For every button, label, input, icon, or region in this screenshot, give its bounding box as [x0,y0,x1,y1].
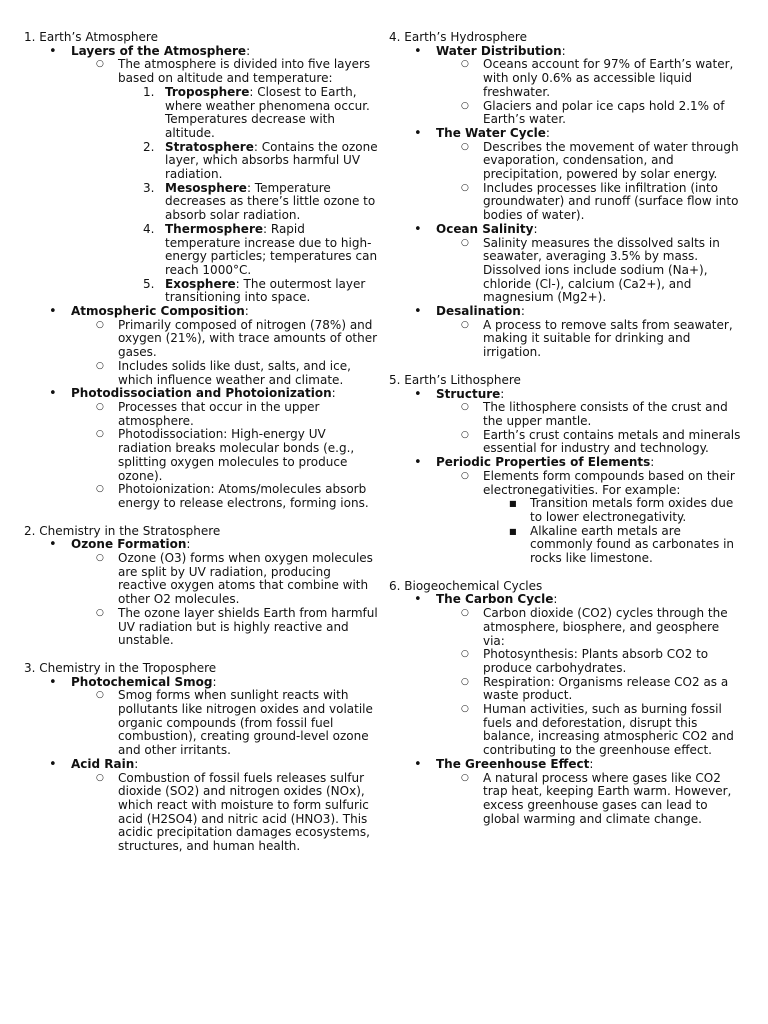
detail-item: ○ Primarily composed of nitrogen (78%) and oxygen (21%), with trace amounts of other gases. [96,319,378,360]
topic-item: • The Greenhouse Effect: ○ A natural process where gases like CO2 trap heat, keeping Earth warm. However, excess greenhouse gases can lead to global warming and climate change. [414,758,741,827]
detail-item: ○ Describes the movement of water through evaporation, condensation, and precipitation, powered by solar energy. [461,141,741,182]
section-title: 2. Chemistry in the Stratosphere [24,523,221,538]
detail-text: Elements form compounds based on their electronegativities. For example: [483,468,735,497]
example-item: ■ Transition metals form oxides due to lower electronegativity. [508,497,741,524]
item-number: 3. [143,180,155,195]
topic-item: • Ocean Salinity: ○ Salinity measures the dissolved salts in seawater, averaging 3.5% by mass. Dissolved ions include sodium (Na+), chloride (Cl-), calcium (Ca2+), and magnesium (Mg2+). [414,223,741,305]
right-column [389,31,741,826]
layer-name: Mesosphere [165,180,247,195]
detail-item: ○ Human activities, such as burning fossil fuels and deforestation, disrupt this balance, increasing atmospheric CO2 and contributing to the greenhouse effect. [461,703,741,758]
detail-item: ○ Salinity measures the dissolved salts in seawater, averaging 3.5% by mass. Dissolved ions include sodium (Na+), chloride (Cl-), calcium (Ca2+), and magnesium (Mg2+). [461,237,741,306]
topic-item: • Water Distribution: ○ Oceans account for 97% of Earth’s water, with only 0.6% as accessible liquid freshwater. ○ Glaciers and polar ice caps hold 2.1% of Earth’s water. [414,45,741,127]
item-number: 2. [143,139,155,154]
layer-text: : Temperature decreases as there’s little ozone to absorb solar radiation. [165,180,376,223]
layer-text: : The outermost layer transitioning into space. [165,276,366,305]
topic-heading: Desalination [436,304,521,319]
topic-heading: Atmospheric Composition [71,304,245,319]
topic-item: • Structure: ○ The lithosphere consists of the crust and the upper mantle. ○ Earth’s crust contains metals and minerals essential for industry and technology. [414,388,741,457]
topic-item: • Periodic Properties of Elements: ○ Elements form compounds based on their electronegativities. For example: ■ Transition metals form oxides due to lower electronegativity. ■ Alkaline earth metals are commonly found as carbonates in rocks like limestone. [414,456,741,566]
detail-item: ○ Photosynthesis: Plants absorb CO2 to produce carbohydrates. [461,648,741,675]
topic-item: • Photochemical Smog: ○ Smog forms when sunlight reacts with pollutants like nitrogen oxides and volatile organic compounds (from fossil fuel combustion), creating ground-level ozone and other irritants. [49,676,378,758]
detail-item [96,58,378,305]
topic-heading: Periodic Properties of Elements [436,455,651,470]
layer-item [143,86,378,141]
section-earths-hydrosphere [389,31,741,360]
section-stratosphere-chemistry [24,525,378,648]
detail-item: ○ Earth’s crust contains metals and minerals essential for industry and technology. [461,429,741,456]
detail-item: ○ The lithosphere consists of the crust and the upper mantle. [461,401,741,428]
section-title: 3. Chemistry in the Troposphere [24,660,217,675]
item-number: 1. [143,84,155,99]
topic-item: • Atmospheric Composition: ○ Primarily composed of nitrogen (78%) and oxygen (21%), with trace amounts of other gases. ○ Includes solids like dust, salts, and ice, which influence weather and climate. [49,305,378,387]
item-number: 4. [143,221,155,236]
detail-text: The atmosphere is divided into five layers based on altitude and temperature: [118,57,371,86]
topic-heading: Acid Rain [71,756,135,771]
topic-heading: Water Distribution [436,43,562,58]
topic-item: • Ozone Formation: ○ Ozone (O3) forms when oxygen molecules are split by UV radiation, producing reactive oxygen atoms that combine with other O2 molecules. ○ The ozone layer shields Earth from harmful UV radiation but is highly reactive and unstable. [49,538,378,648]
detail-item: ○ Glaciers and polar ice caps hold 2.1% of Earth’s water. [461,100,741,127]
topic-item: • Layers of the Atmosphere: ○ The atmosphere is divided into five layers based on altitude and temperature: 1. Troposphere: Closest to Earth, where weather phenomena occur. Temperatures decrease with altitude. 2. Stratosphere: Contains the ozone layer, which absorbs harmful UV radiation. 3. Mesosphere: Temperature decreases as there’s little ozone to absorb solar radiation. 4. Thermosphere: Rapid temperature increase due to high-energy particles; temperatures can reach 1000°C. 5. Exosphere: The outermost layer transitioning into space. [49,45,378,305]
layer-text: : Rapid temperature increase due to high-energy particles; temperatures can reach 1000°C. [165,221,378,277]
topic-item: • The Carbon Cycle: ○ Carbon dioxide (CO2) cycles through the atmosphere, biosphere, and geosphere via: ○ Photosynthesis: Plants absorb CO2 to produce carbohydrates. ○ Respiration: Organisms release CO2 as a waste product. ○ Human activities, such as burning fossil fuels and deforestation, disrupt this balance, increasing atmospheric CO2 and contributing to the greenhouse effect. [414,593,741,757]
detail-item: ○ A process to remove salts from seawater, making it suitable for drinking and irrigation. [461,319,741,360]
topic-item: • Desalination: ○ A process to remove salts from seawater, making it suitable for drinking and irrigation. [414,305,741,360]
detail-item [461,470,741,566]
detail-item: ○ Respiration: Organisms release CO2 as a waste product. [461,676,741,703]
detail-item: ○ Combustion of fossil fuels releases sulfur dioxide (SO2) and nitrogen oxides (NOx), which react with moisture to form sulfuric acid (H2SO4) and nitric acid (HNO3). This acidic precipitation damages ecosystems, structures, and human health. [96,772,378,854]
layer-item [143,223,378,278]
section-title: 5. Earth’s Lithosphere [389,372,521,387]
section-earths-atmosphere [24,31,378,511]
topic-heading: Structure [436,386,501,401]
layer-name: Exosphere [165,276,236,291]
topic-heading: Ozone Formation [71,537,187,552]
topic-heading: Ocean Salinity [436,221,534,236]
section-title: 1. Earth’s Atmosphere [24,30,158,44]
section-biogeochemical-cycles [389,580,741,827]
layer-text: : Contains the ozone layer, which absorbs harmful UV radiation. [165,139,378,182]
topic-heading: Layers of the Atmosphere [71,43,247,58]
topic-heading: Photodissociation and Photoionization [71,386,332,401]
layer-name: Stratosphere [165,139,254,154]
example-item: ■ Alkaline earth metals are commonly found as carbonates in rocks like limestone. [508,525,741,566]
layer-text: : Closest to Earth, where weather phenomena occur. Temperatures decrease with altitude. [165,84,370,140]
detail-item: ○ Carbon dioxide (CO2) cycles through the atmosphere, biosphere, and geosphere via: [461,607,741,648]
detail-item: ○ Includes solids like dust, salts, and ice, which influence weather and climate. [96,360,378,387]
detail-item: ○ Smog forms when sunlight reacts with pollutants like nitrogen oxides and volatile organic compounds (from fossil fuel combustion), creating ground-level ozone and other irritants. [96,689,378,758]
section-earths-lithosphere [389,374,741,566]
layer-name: Thermosphere [165,221,264,236]
topic-heading: The Water Cycle [436,125,546,140]
section-troposphere-chemistry [24,662,378,854]
topic-item: • The Water Cycle: ○ Describes the movement of water through evaporation, condensation, and precipitation, powered by solar energy. ○ Includes processes like infiltration (into groundwater) and runoff (surface flow into bodies of water). [414,127,741,223]
section-title: 6. Biogeochemical Cycles [389,578,543,593]
topic-item: • Photodissociation and Photoionization: ○ Processes that occur in the upper atmosphere. ○ Photodissociation: High-energy UV radiation breaks molecular bonds (e.g., splitting oxygen molecules to produce ozone). ○ Photoionization: Atoms/molecules absorb energy to release electrons, forming ions. [49,387,378,510]
detail-item: ○ Photoionization: Atoms/molecules absorb energy to release electrons, forming ions. [96,483,378,510]
topic-heading: The Greenhouse Effect [436,756,590,771]
detail-item: ○ Ozone (O3) forms when oxygen molecules are split by UV radiation, producing reactive oxygen atoms that combine with other O2 molecules. [96,552,378,607]
section-title: 4. Earth’s Hydrosphere [389,30,527,44]
left-column [24,31,378,854]
detail-item: ○ Photodissociation: High-energy UV radiation breaks molecular bonds (e.g., splitting oxygen molecules to produce ozone). [96,428,378,483]
item-number: 5. [143,276,155,291]
detail-item: ○ Oceans account for 97% of Earth’s water, with only 0.6% as accessible liquid freshwater. [461,58,741,99]
layer-item [143,141,378,182]
layer-name: Troposphere [165,84,250,99]
detail-item: ○ Processes that occur in the upper atmosphere. [96,401,378,428]
layer-item [143,278,378,305]
layer-item [143,182,378,223]
topic-item: • Acid Rain: ○ Combustion of fossil fuels releases sulfur dioxide (SO2) and nitrogen oxides (NOx), which react with moisture to form sulfuric acid (H2SO4) and nitric acid (HNO3). This acidic precipitation damages ecosystems, structures, and human health. [49,758,378,854]
detail-item: ○ Includes processes like infiltration (into groundwater) and runoff (surface flow into bodies of water). [461,182,741,223]
topic-heading: The Carbon Cycle [436,592,554,607]
detail-item: ○ The ozone layer shields Earth from harmful UV radiation but is highly reactive and unstable. [96,607,378,648]
topic-heading: Photochemical Smog [71,674,213,689]
detail-item: ○ A natural process where gases like CO2 trap heat, keeping Earth warm. However, excess greenhouse gases can lead to global warming and climate change. [461,772,741,827]
